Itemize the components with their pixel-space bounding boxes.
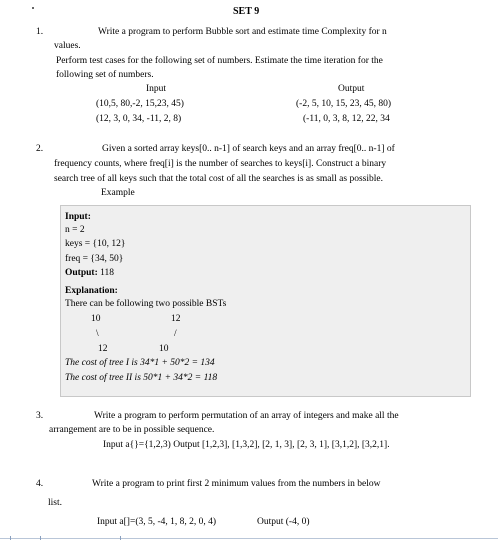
q1-number: 1.: [36, 27, 44, 37]
cost-tree2: The cost of tree II is 50*1 + 34*2 = 118: [65, 373, 218, 383]
q2-line1: Given a sorted array keys[0.. n-1] of search keys and an array freq[0.. n-1] of: [102, 144, 395, 154]
tree2-root: 12: [171, 314, 181, 324]
q3-line3: Input a{}={1,2,3) Output [1,2,3], [1,3,2], [2, 1, 3], [2, 3, 1], [3,1,2], [3,2,1].: [103, 440, 390, 450]
example-output-value: 118: [97, 268, 115, 278]
q1-line2: values.: [54, 41, 81, 51]
q1-row2-input: (12, 3, 0, 34, -11, 2, 8): [96, 114, 182, 124]
q4-number: 4.: [36, 479, 44, 489]
tree1-child: 12: [98, 344, 108, 354]
example-bst-line: There can be following two possible BSTs: [65, 299, 227, 309]
q2-number: 2.: [36, 144, 44, 154]
tree2-edge: /: [174, 329, 177, 339]
corner-mark: [32, 7, 34, 9]
q1-output-header: Output: [338, 84, 365, 94]
q1-row2-output: (-11, 0, 3, 8, 12, 22, 34: [303, 114, 390, 124]
page-title: SET 9: [233, 6, 260, 17]
tree1-edge: \: [96, 329, 99, 339]
q4-input: Input a[]=(3, 5, -4, 1, 8, 2, 0, 4): [97, 517, 217, 527]
example-explanation-label: Explanation:: [65, 286, 118, 296]
example-output-label: Output:: [65, 268, 98, 278]
example-n-line: n = 2: [65, 225, 85, 235]
q1-line3: Perform test cases for the following set of numbers. Estimate the time iteration for the: [56, 56, 383, 66]
tree2-child: 10: [159, 344, 169, 354]
page-bottom-tick: [40, 536, 41, 540]
q4-line1: Write a program to print first 2 minimum values from the numbers in below: [92, 479, 381, 489]
q1-line4: following set of numbers.: [56, 70, 154, 80]
q1-row1-output: (-2, 5, 10, 15, 23, 45, 80): [296, 99, 391, 109]
q4-line2: list.: [48, 498, 62, 508]
q2-example-label: Example: [101, 188, 135, 198]
q1-input-header: Input: [146, 84, 167, 94]
page-bottom-tick: [120, 536, 121, 540]
example-keys-line: keys = {10, 12}: [65, 239, 126, 249]
page-bottom-rule: [0, 538, 498, 539]
q1-line1: Write a program to perform Bubble sort and estimate time Complexity for n: [98, 27, 387, 37]
tree1-root: 10: [91, 314, 101, 324]
example-input-label: Input:: [65, 212, 91, 222]
example-freq-line: freq = {34, 50}: [65, 254, 124, 264]
q3-number: 3.: [36, 411, 44, 421]
q2-line2: frequency counts, where freq[i] is the number of searches to keys[i]. Construct a binary: [54, 159, 387, 169]
example-box: [60, 205, 471, 397]
q1-row1-input: (10,5, 80,-2, 15,23, 45): [96, 99, 184, 109]
q4-output: Output (-4, 0): [257, 517, 310, 527]
page-bottom-tick: [10, 536, 11, 540]
q2-line3: search tree of all keys such that the total cost of all the searches is as small as possible.: [54, 174, 383, 184]
q3-line2: arrangement are to be in possible sequence.: [49, 425, 215, 435]
example-output-line: [65, 268, 114, 278]
q3-line1: Write a program to perform permutation of an array of integers and make all the: [94, 411, 399, 421]
cost-tree1: The cost of tree I is 34*1 + 50*2 = 134: [65, 358, 215, 368]
